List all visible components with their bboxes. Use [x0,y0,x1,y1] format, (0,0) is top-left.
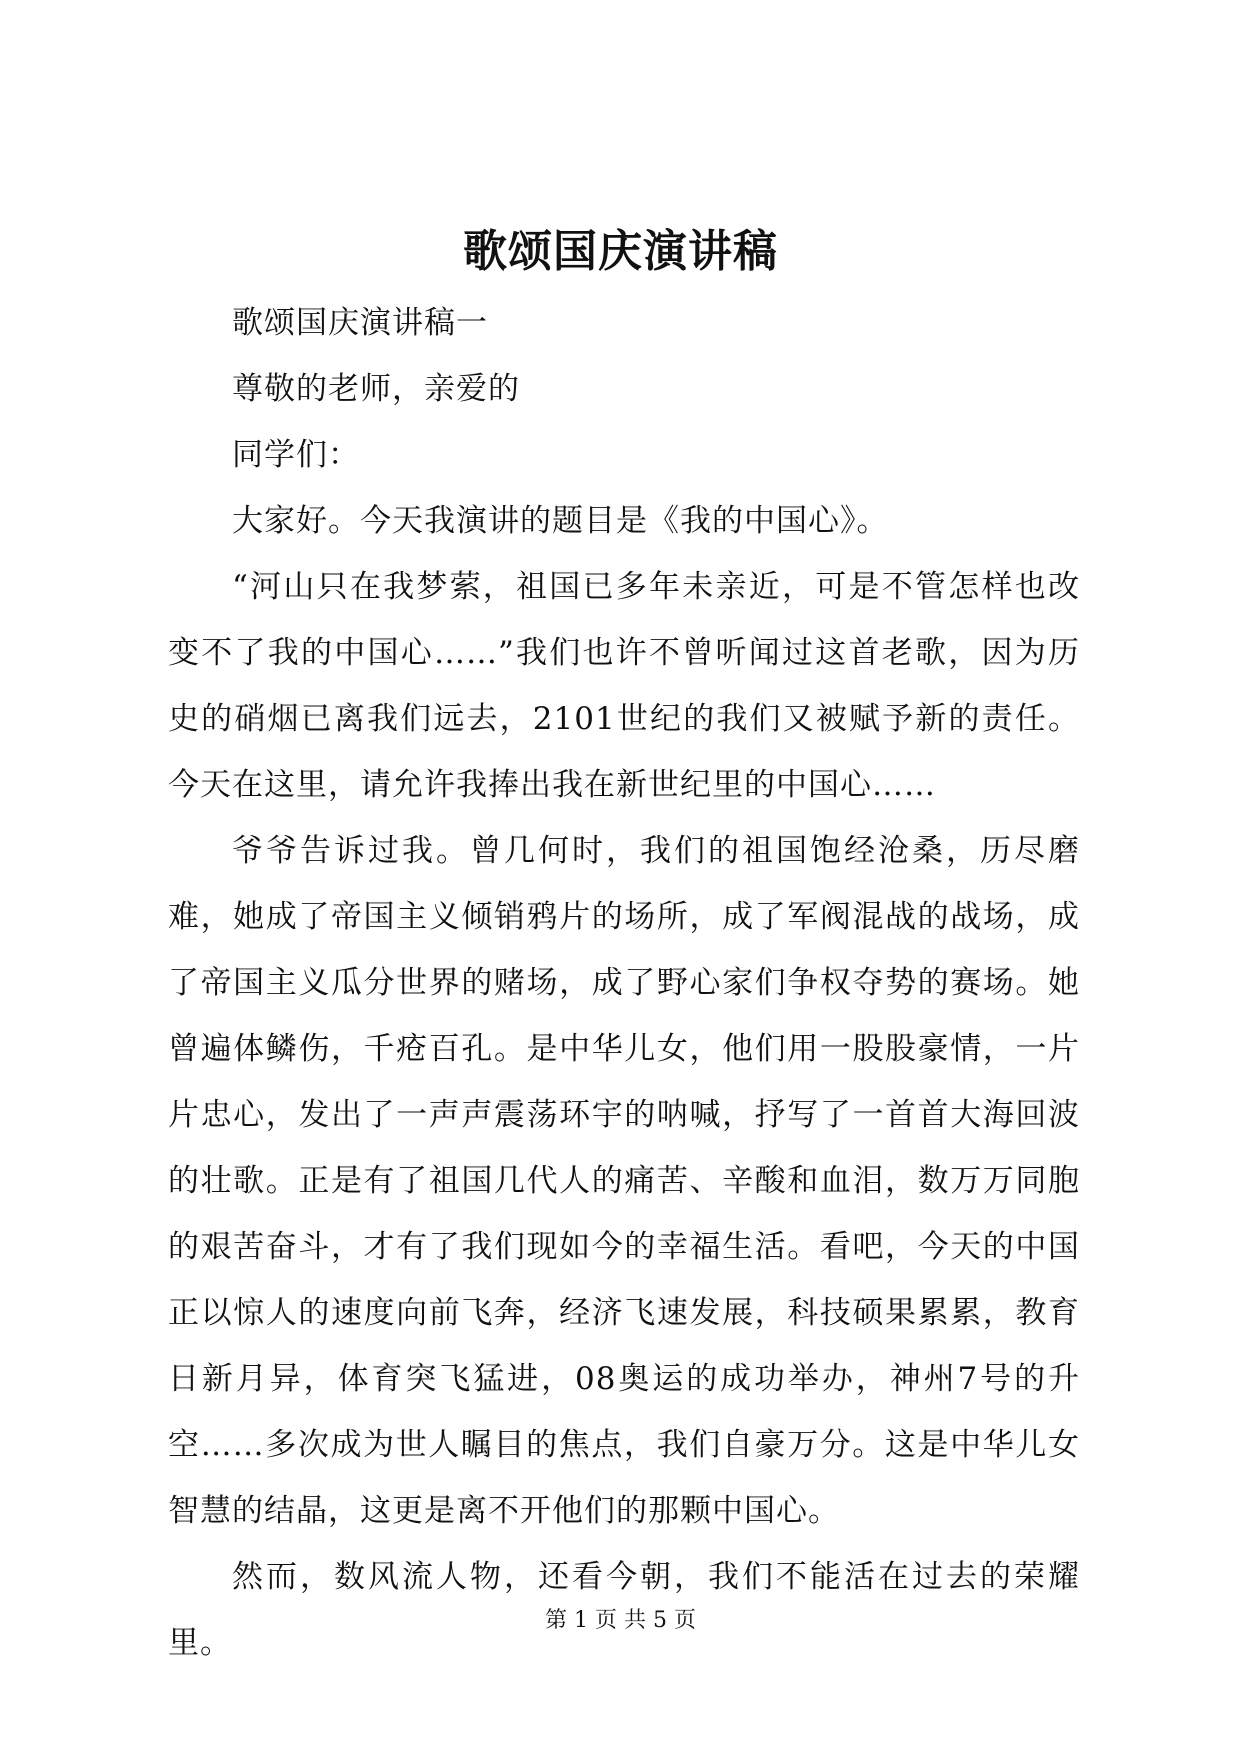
paragraph-greeting: 大家好。今天我演讲的题目是《我的中国心》。 [232,503,889,539]
paragraph-salutation-cont: 同学们： [232,437,360,473]
paragraph-present: 然而，数风流人物，还看今朝，我们不能活在过去的荣耀里。 [168,1559,1080,1661]
paragraph-subtitle: 歌颂国庆演讲稿一 [232,305,488,341]
document-body [168,290,1080,1676]
paragraph-salutation: 尊敬的老师，亲爱的 [232,371,520,407]
paragraph-intro: “河山只在我梦萦，祖国已多年未亲近，可是不管怎样也改变不了我的中国心……”我们也许不曾听闻过这首老歌，因为历史的硝烟已离我们远去，2101世纪的我们又被赋予新的责任。今天在这里，请允许我捧出我在新世纪里的中国心…… [168,569,1080,803]
paragraph-history: 爷爷告诉过我。曾几何时，我们的祖国饱经沧桑，历尽磨难，她成了帝国主义倾销鸦片的场所，成了军阀混战的战场，成了帝国主义瓜分世界的赌场，成了野心家们争权夺势的赛场。她曾遍体鳞伤，千疮百孔。是中华儿女，他们用一股股豪情，一片片忠心，发出了一声声震荡环宇的呐喊，抒写了一首首大海回波的壮歌。正是有了祖国几代人的痛苦、辛酸和血泪，数万万同胞的艰苦奋斗，才有了我们现如今的幸福生活。看吧，今天的中国正以惊人的速度向前飞奔，经济飞速发展，科技硕果累累，教育日新月异，体育突飞猛进，08奥运的成功举办，神州7号的升空……多次成为世人瞩目的焦点，我们自豪万分。这是中华儿女智慧的结晶，这更是离不开他们的那颗中国心。 [168,833,1080,1529]
page-footer: 第 1 页 共 5 页 [545,1608,696,1633]
document-title: 歌颂国庆演讲稿 [463,226,778,277]
